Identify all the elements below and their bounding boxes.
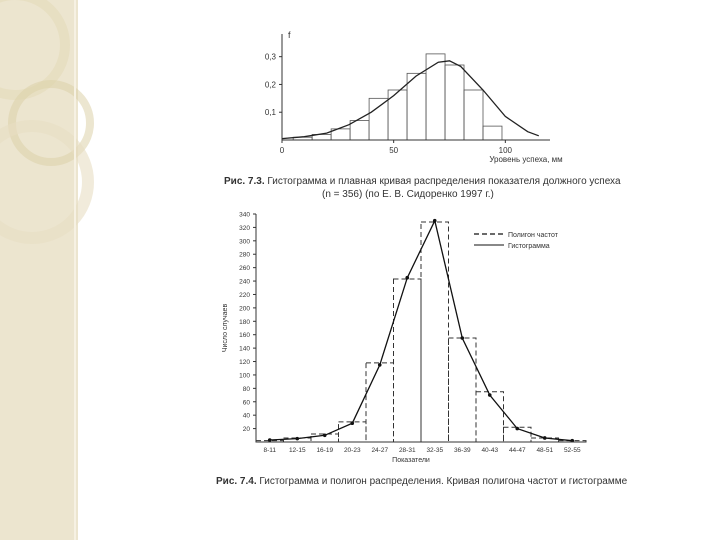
polygon-point <box>515 427 519 431</box>
caption-text: (n = 356) (по Е. В. Сидоренко 1997 г.) <box>322 189 494 200</box>
y-tick-label: 0,2 <box>264 80 276 90</box>
polygon-point <box>488 393 492 397</box>
y-tick-label: 320 <box>239 224 250 232</box>
y-tick-label: 340 <box>239 211 250 219</box>
side-decor-panel <box>0 0 78 540</box>
x-tick-label: 48-51 <box>536 447 554 454</box>
polygon-point <box>543 436 547 440</box>
legend-label-histogram: Гистограмма <box>508 243 550 250</box>
x-tick-label: 52-55 <box>563 447 581 454</box>
histogram-bar <box>350 121 369 140</box>
caption-text: Гистограмма и плавная кривая распределения показателя должного успеха <box>264 176 621 187</box>
y-tick-label: 180 <box>239 318 250 326</box>
x-axis-label: Уровень успеха, мм <box>489 155 563 164</box>
histogram-bar <box>483 126 502 140</box>
x-tick-label: 36-39 <box>453 447 471 454</box>
histogram-bar <box>366 363 394 442</box>
legend-label-polygon: Полигон частот <box>508 232 558 239</box>
histogram-bar <box>407 73 426 140</box>
y-tick-label: 120 <box>239 359 250 367</box>
histogram-bar <box>464 90 483 140</box>
x-tick-label: 0 <box>279 146 285 155</box>
y-tick-label: 40 <box>242 412 250 420</box>
x-tick-label: 32-35 <box>426 447 444 454</box>
x-tick-label: 24-27 <box>371 447 389 454</box>
histogram-bar <box>426 54 445 140</box>
histogram-bar <box>445 65 464 140</box>
polygon-point <box>433 219 437 223</box>
y-axis-label: Число случаев <box>222 303 229 353</box>
side-divider <box>74 0 76 540</box>
x-axis-label: Показатели <box>392 457 430 464</box>
caption-number: Рис. 7.3. <box>224 176 265 187</box>
x-tick-label: 44-47 <box>508 447 526 454</box>
histogram-bar <box>476 392 504 442</box>
y-tick-label: 0,3 <box>264 52 276 62</box>
y-tick-label: 200 <box>239 305 250 313</box>
figure-top-caption-line2 <box>322 189 494 201</box>
histogram-curve-chart <box>260 30 563 176</box>
polygon-point <box>323 433 327 437</box>
x-tick-label: 100 <box>498 146 513 155</box>
y-tick-label: 160 <box>239 332 250 340</box>
y-tick-label: 20 <box>242 426 250 434</box>
figure-top-caption <box>224 176 621 188</box>
x-tick-label: 20-23 <box>343 447 361 454</box>
y-tick-label: 100 <box>239 372 250 380</box>
polygon-point <box>350 421 354 425</box>
histogram-bar <box>449 338 477 442</box>
smooth-curve <box>282 61 539 139</box>
x-tick-label: 8-11 <box>263 447 277 454</box>
polygon-point <box>378 363 382 367</box>
x-tick-label: 16-19 <box>316 447 334 454</box>
y-tick-label: 260 <box>239 265 250 273</box>
y-tick-label: 0,1 <box>264 108 276 118</box>
polygon-point <box>405 276 409 280</box>
histogram-bar <box>369 98 388 140</box>
y-tick-label: 220 <box>239 291 250 299</box>
y-tick-label: 140 <box>239 345 250 353</box>
polygon-point <box>295 437 299 441</box>
x-tick-label: 12-15 <box>288 447 306 454</box>
caption-number: Рис. 7.4. <box>216 476 257 487</box>
y-tick-label: 300 <box>239 238 250 246</box>
y-tick-label: 240 <box>239 278 250 286</box>
polygon-point <box>460 336 464 340</box>
x-tick-label: 40-43 <box>481 447 499 454</box>
figure-top <box>260 30 563 176</box>
y-axis-label: f <box>288 30 291 40</box>
figure-bottom-caption <box>216 476 627 488</box>
y-tick-label: 80 <box>242 385 250 393</box>
histogram-bar <box>394 279 422 442</box>
histogram-bar <box>421 222 449 442</box>
y-tick-label: 60 <box>242 399 250 407</box>
figure-bottom <box>218 204 598 470</box>
polygon-point <box>268 438 272 442</box>
x-tick-label: 50 <box>389 146 399 155</box>
x-tick-label: 28-31 <box>398 447 416 454</box>
caption-text: Гистограмма и полигон распределения. Кривая полигона частот и гистограмме <box>256 476 628 487</box>
y-tick-label: 280 <box>239 251 250 259</box>
histogram-polygon-chart <box>218 204 598 470</box>
